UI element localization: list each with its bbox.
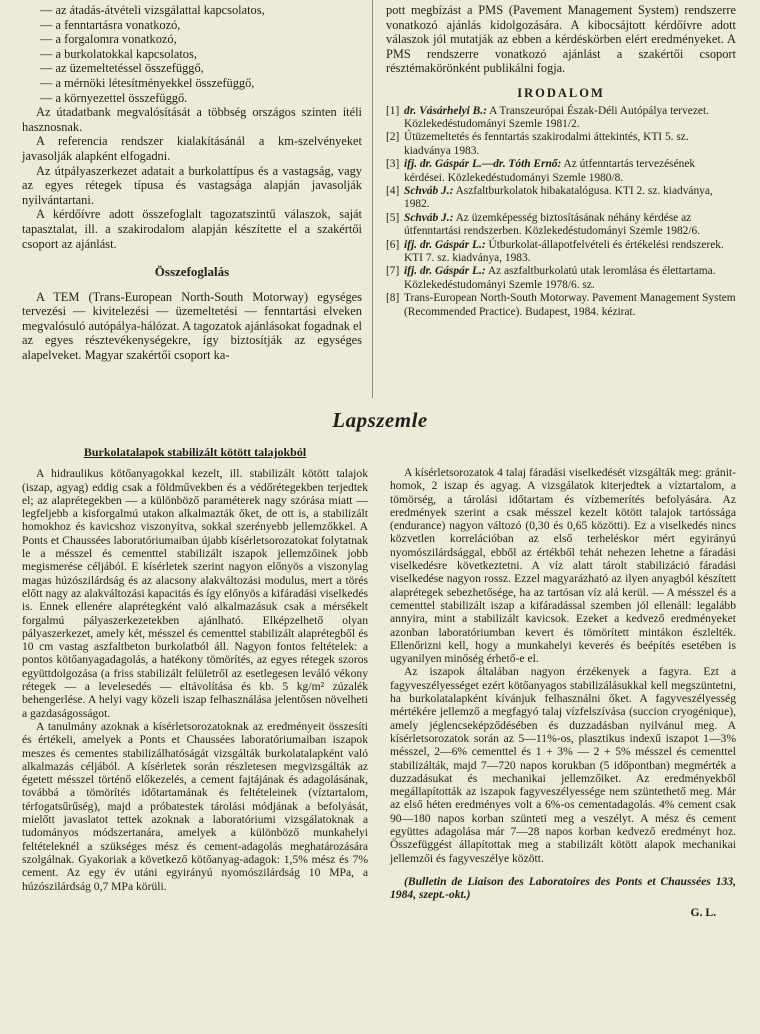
reference-title: Az útfenntartás tervezésének kérdései. Közlekedéstudományi Szemle 1980/8. — [404, 158, 696, 184]
reference-title: A Transzeurópai Észak-Déli Autópálya tervezet. Közlekedéstudományi Szemle 1981/2. — [404, 104, 709, 130]
article-title: Burkolatalapok stabilizált kötött talajokból — [83, 445, 307, 459]
paragraph: A tanulmány azoknak a kísérletsorozatoknak az eredményeit összesíti és értékeli, amelyek a Ponts et Chaussées laboratóriumaiban iszapok meszes és cementes stabilizálhatóságát vizsgálták burkolatalapként való alkalmazás céljából. A kísérletek során részletesen megvizsgálták az égetett mésszel történő előkezelés, a cement fajtájának és adagolásának, továbbá a tömörítés időtartamának és feltételeinek (víztartalom, térfogatsűrűség), majd a próbatestek tárolási módjának a befolyását, mielőtt javaslatot tettek azoknak a laboratóriumi vizsgálatoknak a tudományos módszertanára, amelyek a különböző munkahelyi feltételeknél a szükséges mész és cement-adagolás meghatározására szolgálnak. Gyakoriak a következő kötőanyag-adagok: 1,5% mész és 7% cement. Az egy év utáni egyirányú nyomószilárdság 10 MPa, a húzószilárdság 0,7 MPa körüli. — [22, 719, 368, 893]
reference-title: Az üzemképesség biztosításának néhány kérdése az útfenntartási rendszerben. Közlekedéstudományi Szemle 1982/6. — [404, 211, 701, 238]
top-right-column — [386, 3, 736, 319]
summary-heading: Összefoglalás — [154, 264, 230, 280]
section-title: Lapszemle — [332, 408, 428, 432]
paragraph: A kérdőívre adott összefoglalt tagozatszintű válaszok, saját tapasztalat, ill. a szakirodalom alapján készítette el a szakértői csoport az ajánlást. — [22, 207, 362, 251]
reference-text — [404, 265, 736, 292]
reference-number: [1] — [386, 104, 400, 117]
reference-title: Útburkolat-állapotfelvételi és értékelési rendszerek. KTI 7. sz. kiadványa, 1983. — [404, 238, 724, 265]
reference-author: ifj. dr. Gáspár L.: — [404, 238, 486, 251]
reference-title: Aszfaltburkolatok hibakatalógusa. KTI 2. sz. kiadványa, 1982. — [404, 185, 713, 211]
list-item: — a mérnöki létesítményekkel összefüggő, — [40, 75, 255, 90]
top-left-column — [22, 3, 362, 363]
reference-text — [404, 105, 736, 132]
reference-item — [386, 185, 736, 212]
references-list — [386, 105, 736, 320]
reference-number: [5] — [386, 211, 400, 224]
bullet-list — [22, 3, 362, 105]
reference-number: [6] — [386, 238, 400, 251]
reference-author: ifj. dr. Gáspár L.: — [404, 265, 486, 278]
summary-paragraph: A TEM (Trans-European North-South Motorway) egységes tervezési — kivitelezési — üzemeltetési — fenntartási elveken megvalósuló autópálya-hálózat. A tagozatok ajánlásokat fogadnak el az egyes résztevékenységekre, így biztosítják az egységes alapelveket. Magyar szakértői csoport ka- — [22, 289, 362, 363]
reference-number: [2] — [386, 131, 400, 144]
paragraph: A kísérletsorozatok 4 talaj fáradási viselkedését vizsgálták meg: gránit-homok, 2 iszap és agyag. A vizsgálatok kiterjedtek a víztartalom, a tömörség, a tárolási időtartam és vízbemerítés befolyására. Az eredmények szerint a csak mésszel kezelt kötött talajok tartóssága (endurance) nagyon változó (0,30 és 0,65 közötti). Ez a viselkedés nincs közvetlen korrelációban az első terheléskor mért egyirányú nyomószilárdsággal, ebből az értékből tehát nehezen lehetne a fáradási viselkedésre következtetni. A víz alatt tárolt stabilizáció fáradási viselkedése nagyon rossz. Ezzel magyarázható az ilyen anyagból készített alaprétegek sebezhetősége, ha az tartósan víz alá kerül. — A mésszel és a cementtel stabilizált iszap a kifáradással szemben jól ellenáll: legalább annyira, mint a stabilizált kavicsok. Ezeket a kedvező eredményeket azonban laboratóriumban kevert és tömörített mintákon észlelték. Ellenőrizni kell, hogy a munkahelyi keverés és beépítés esetében is ugyanilyen minőség érhető-e el. — [390, 466, 736, 666]
reference-number: [8] — [386, 292, 400, 305]
paragraph: A referencia rendszer kialakításánál a km-szelvényeket javasolják alapként elfogadni. — [22, 134, 362, 163]
reference-number: [4] — [386, 185, 400, 197]
bottom-right-column — [390, 466, 736, 919]
list-item: — a környezettel összefüggő. — [40, 90, 188, 105]
list-item: — a forgalomra vonatkozó, — [40, 32, 177, 47]
list-item: — az üzemeltetéssel összefüggő, — [40, 61, 204, 76]
bottom-left-column — [22, 446, 368, 893]
reference-item — [386, 265, 736, 292]
list-item: — az átadás-átvételi vizsgálattal kapcsolatos, — [40, 3, 265, 17]
reference-text — [404, 158, 736, 185]
references-heading: IRODALOM — [517, 85, 605, 100]
paragraph: pott megbízást a PMS (Pavement Management System) rendszerre vonatkozó ajánlás kidolgozására. A kibocsájtott kérdőívre adott válaszok jól mutatják az ebben a kérdéskörben elért eredményeket. A PMS rendszerre vonatkozó ajánlást a szakértői csoport résztémakörönként publikálni fogja. — [386, 3, 736, 76]
reference-author: Schváb J.: — [404, 185, 454, 197]
reference-item — [386, 292, 736, 319]
reference-title: Az aszfaltburkolatú utak leromlása és élettartama. Közlekedéstudományi Szemle 1978/6. sz. — [404, 265, 716, 291]
list-item: — a fenntartásra vonatkozó, — [40, 17, 181, 32]
reference-text — [404, 185, 736, 212]
paragraph: Az útpályaszerkezet adatait a burkolattípus és a vastagság, vagy az egyes rétegek típusa és vastagsága alapján javasolják nyilvántartani. — [22, 163, 362, 207]
reference-number: [7] — [386, 265, 400, 278]
reference-item — [386, 158, 736, 185]
reference-title: Trans-European North-South Motorway. Pavement Management System (Recommended Practice). Budapest, 1984. kézirat. — [404, 292, 736, 318]
source-citation: (Bulletin de Liaison des Laboratoires des Ponts et Chaussées 133, 1984, szept.-okt.) — [390, 874, 736, 902]
column-divider — [372, 0, 373, 398]
reference-item — [386, 212, 736, 239]
paragraph: Az útadatbank megvalósítását a többség országos szinten ítéli hasznosnak. — [22, 105, 362, 134]
reference-item — [386, 239, 736, 266]
list-item: — a burkolatokkal kapcsolatos, — [40, 46, 197, 61]
reference-number: [3] — [386, 158, 400, 171]
reference-title: Útüzemeltetés és fenntartás szakirodalmi áttekintés, KTI 5. sz. kiadványa 1983. — [404, 131, 689, 157]
reference-author: ifj. dr. Gáspár L.—dr. Tóth Ernő: — [404, 158, 562, 171]
reference-author: Schváb J.: — [404, 211, 454, 224]
reference-item — [386, 105, 736, 132]
reference-text — [404, 131, 736, 158]
author-signature: G. L. — [690, 905, 716, 919]
paragraph: A hidraulikus kötőanyagokkal kezelt, ill. stabilizált kötött talajok (iszap, agyag) eddig csak a földművekben és a védőrétegekben terjedtek el; az alaprétegekben — a különböző paraméterek nagy szórása miatt — legfeljebb a kisforgalmú utakon alkalmazták őket, de ott is, a stabilizált homokhoz és kavicshoz viszonyítva, sokkal szerényebb jellemzőkkel. A Ponts et Chaussées laboratóriumaiban újabb kísérletsorozatokat folytatnak le a mésszel és cementtel stabilizált iszapok jellemzőinek jobb megismerése céljából. E kísérletek szerint nagyon előnyös a viszonylag magas húzószilárdság és az alacsony alakváltozási modulus, mert a törés előtt nagy az alakváltozási kapacitás és így előnyös a kifáradási viselkedés is. Ennek ellenére alaprétegként való alkalmazásuk csak a mérsékelt forgalmú pályaszerkezetekben ajánlható. Elképzelhető olyan pályaszerkezet, amely két, mésszel és cementtel stabilizált alaprétegből és 10 cm vastag aszfaltbeton burkolatból áll. Nagyon fontos feltételek: a pontos kötőanyagadagolás, a hatékony tömörítés, az egyes rétegek szoros együttdolgozása (a friss stabilizált felületről az esetlegesen leváló vékony rétegek — a levelesedés — eltávolítása és kb. 5 kg/m² zúzalék behengerlése. A helyi vagy közeli iszap felhasználása jelentősen növelheti a gazdaságosságot. — [22, 467, 368, 720]
paragraph: Az iszapok általában nagyon érzékenyek a fagyra. Ezt a fagyveszélyességet ezért kötőanyagos stabilizálásukkal kell megszüntetni, ha burkolatalapként kívánjuk felhasználni őket. A fagyveszélyesség mértékére jellemző a megfagyó talaj vízfelszívása (succion cryogénique), amely jéglencseképződésében és duzzadásban nyilvánul meg. A kísérletsorozatok során az 5—11%-os, plasztikus indexű iszapot 1—3% mésszel, 2—6% cementtel és 1 + 3% — 2 + 5% mésszel és cementtel stabilizálták, majd 7—720 napos korukban (5 időpontban) megmérték a duzzadásukat és mechanikai jellemzőiket. Az eredményekből megállapították az iszapok fagyveszélyessége nem szüntethető meg. Már az első héten eredményes volt a 6%-os cementadagolás. 4% cement csak 90—180 napos korban szünteti meg a veszélyt. A mész és cement együttes adagolása már 7—28 napos korban kedvező eredményt hoz. Összefüggést állapítottak meg a stabilizált kötött alapok mechanikai jellemzői és fagyveszélye között. — [390, 665, 736, 865]
reference-author: dr. Vásárhelyi B.: — [404, 104, 487, 117]
reference-text — [404, 239, 736, 266]
reference-item — [386, 131, 736, 158]
reference-text — [404, 212, 736, 239]
reference-text — [404, 292, 736, 319]
